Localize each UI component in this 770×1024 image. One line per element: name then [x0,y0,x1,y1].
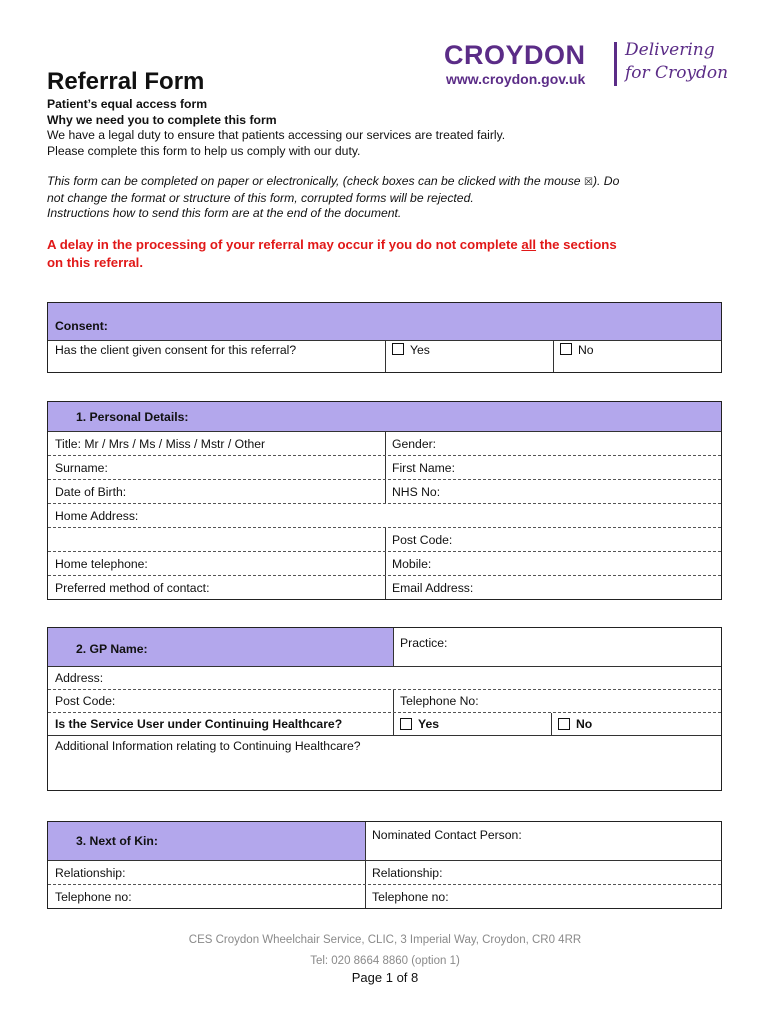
contact-row [48,575,721,599]
warning-emphasis: all [521,237,537,252]
title-row [48,431,721,455]
warning-line-2: on this referral. [47,254,144,270]
gp-address-field[interactable]: Address: [55,671,104,685]
instructions-line-1-end: ). Do [592,174,620,188]
intro-section [47,97,737,159]
gender-field[interactable]: Gender: [392,436,437,451]
preferred-contact-field[interactable]: Preferred method of contact: [55,580,210,595]
mobile-field[interactable]: Mobile: [392,556,432,571]
chc-additional-field[interactable]: Additional Information relating to Continuing Healthcare? [55,739,361,753]
croydon-logo [444,40,744,90]
personal-header-row [48,402,721,431]
kin-telephone-field[interactable]: Telephone no: [55,889,132,904]
gp-header-row [48,628,721,666]
chc-no-option[interactable] [551,713,721,735]
intro-line-2: Please complete this form to help us comply with our duty. [47,143,361,158]
gp-header: 2. GP Name: [48,628,393,666]
practice-field[interactable]: Practice: [400,636,448,650]
home-address-field[interactable]: Home Address: [55,508,139,523]
gp-postcode-row [48,689,721,712]
post-code-field[interactable]: Post Code: [392,532,453,547]
nominated-contact-field[interactable]: Nominated Contact Person: [372,828,522,842]
consent-table [47,302,722,373]
nominated-telephone-field[interactable]: Telephone no: [372,889,449,904]
warning-line-1 [47,236,737,254]
kin-relationship-row [48,860,721,884]
checkbox-checked-icon: ☒ [583,177,593,188]
kin-header-row [48,822,721,860]
consent-no-option[interactable] [553,341,721,372]
intro-heading-1: Patient’s equal access form [47,97,208,111]
page-number: Page 1 of 8 [351,970,419,985]
instructions-line-1 [47,174,737,191]
consent-question-row [48,340,721,372]
home-telephone-field[interactable]: Home telephone: [55,556,148,571]
nominated-relationship-field[interactable]: Relationship: [372,865,443,880]
gp-post-code-field[interactable]: Post Code: [55,694,116,708]
postcode-row [48,527,721,551]
gp-address-row [48,666,721,689]
surname-row [48,455,721,479]
chc-no-checkbox[interactable] [558,718,570,730]
consent-no-label: No [578,343,594,357]
chc-yes-option[interactable] [393,713,551,735]
telephone-row [48,551,721,575]
warning-part-2: the sections [536,237,617,252]
kin-telephone-row [48,884,721,908]
page-title: Referral Form [47,68,205,95]
email-field[interactable]: Email Address: [392,580,474,595]
logo-tagline-line2: for Croydon [625,63,729,83]
intro-line-1: We have a legal duty to ensure that patients accessing our services are treated fairly. [47,128,506,142]
logo-divider [614,42,617,86]
address-row [48,503,721,527]
gp-table [47,627,722,791]
consent-header: Consent: [55,318,108,333]
consent-yes-checkbox[interactable] [392,343,404,355]
chc-yes-label: Yes [418,717,440,731]
home-address-cont[interactable] [48,528,385,551]
chc-row [48,712,721,735]
logo-tagline-line1: Delivering [625,40,715,60]
first-name-field[interactable]: First Name: [392,460,455,475]
gp-telephone-field[interactable]: Telephone No: [400,694,479,708]
chc-yes-checkbox[interactable] [400,718,412,730]
title-field[interactable]: Title: Mr / Mrs / Ms / Miss / Mstr / Other [55,436,266,451]
dob-row [48,479,721,503]
instructions-line-2: not change the format or structure of this form, corrupted forms will be rejected. [47,190,474,205]
personal-header: 1. Personal Details: [76,409,189,424]
next-of-kin-table [47,821,722,909]
surname-field[interactable]: Surname: [55,460,108,475]
instructions-line-1-text: This form can be completed on paper or electronically, (check boxes can be clicked with the mouse [47,174,581,188]
logo-url: www.croydon.gov.uk [446,71,586,87]
warning-part-1: A delay in the processing of your referral may occur if you do not complete [47,237,522,252]
dob-field[interactable]: Date of Birth: [55,484,127,499]
footer-address: CES Croydon Wheelchair Service, CLIC, 3 Imperial Way, Croydon, CR0 4RR [188,934,582,946]
chc-no-label: No [576,717,593,731]
nhs-field[interactable]: NHS No: [392,484,441,499]
consent-header-row [48,303,721,340]
consent-yes-label: Yes [410,343,430,357]
kin-header: 3. Next of Kin: [48,822,365,860]
chc-additional-row [48,735,721,790]
personal-details-table [47,401,722,600]
footer-telephone: Tel: 020 8664 8860 (option 1) [310,955,460,967]
instructions-section [47,174,737,222]
chc-question: Is the Service User under Continuing Healthcare? [55,717,343,731]
kin-relationship-field[interactable]: Relationship: [55,865,126,880]
consent-no-checkbox[interactable] [560,343,572,355]
intro-heading-2: Why we need you to complete this form [47,112,277,127]
consent-yes-option[interactable] [385,341,553,372]
consent-question: Has the client given consent for this referral? [55,343,297,357]
logo-brand: CROYDON [444,40,586,70]
delay-warning [47,236,737,271]
instructions-line-3: Instructions how to send this form are at the end of the document. [47,206,402,220]
